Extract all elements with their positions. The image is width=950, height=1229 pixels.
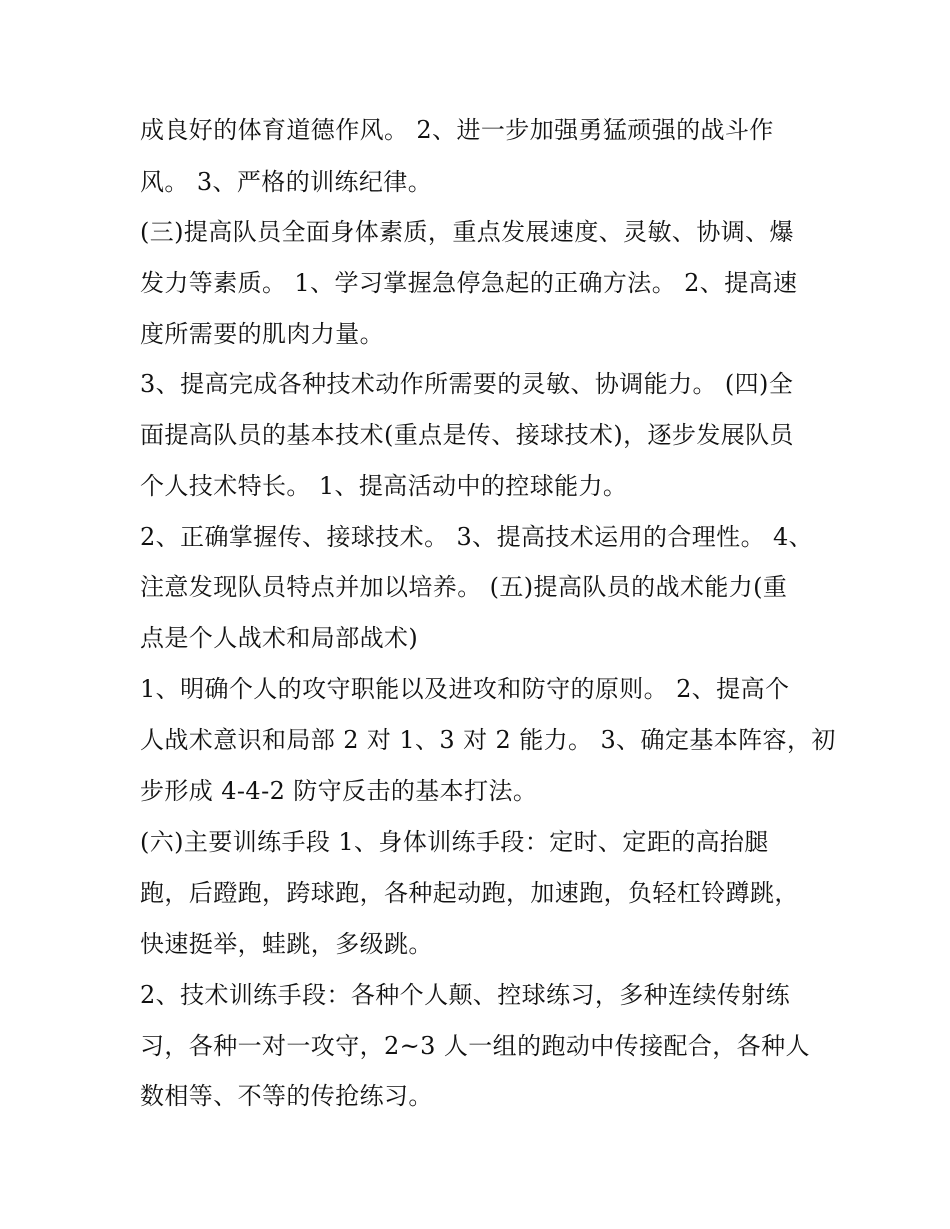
text-line: (三)提高队员全面身体素质，重点发展速度、灵敏、协调、爆 <box>140 218 794 246</box>
text-line: 快速挺举，蛙跳，多级跳。 <box>140 930 433 958</box>
text-line: 跑，后蹬跑，跨球跑，各种起动跑，加速跑，负轻杠铃蹲跳， <box>140 879 799 907</box>
text-line: 风。 3、严格的训练纪律。 <box>140 168 433 196</box>
text-line: 成良好的体育道德作风。 2、进一步加强勇猛顽强的战斗作 <box>140 116 774 144</box>
text-line: 2、技术训练手段：各种个人颠、控球练习，多种连续传射练 <box>140 981 791 1009</box>
text-line: 3、提高完成各种技术动作所需要的灵敏、协调能力。 (四)全 <box>140 370 794 398</box>
text-line: 点是个人战术和局部战术) <box>140 624 419 652</box>
text-line: 个人技术特长。 1、提高活动中的控球能力。 <box>140 472 628 500</box>
text-line: 人战术意识和局部 2 对 1、3 对 2 能力。 3、确定基本阵容，初 <box>140 726 836 754</box>
text-line: 发力等素质。 1、学习掌握急停急起的正确方法。 2、提高速 <box>140 269 798 297</box>
text-line: (六)主要训练手段 1、身体训练手段：定时、定距的高抬腿 <box>140 828 769 856</box>
text-line: 注意发现队员特点并加以培养。 (五)提高队员的战术能力(重 <box>140 573 788 601</box>
text-line: 面提高队员的基本技术(重点是传、接球技术)，逐步发展队员 <box>140 421 794 449</box>
text-line: 2、正确掌握传、接球技术。 3、提高技术运用的合理性。 4、 <box>140 523 814 551</box>
text-line: 1、明确个人的攻守职能以及进攻和防守的原则。 2、提高个 <box>140 675 790 703</box>
text-line: 度所需要的肌肉力量。 <box>140 320 384 348</box>
text-line: 习，各种一对一攻守，2~3 人一组的跑动中传接配合，各种人 <box>140 1032 810 1060</box>
text-line: 步形成 4-4-2 防守反击的基本打法。 <box>140 777 538 805</box>
text-line: 数相等、不等的传抢练习。 <box>140 1082 433 1110</box>
